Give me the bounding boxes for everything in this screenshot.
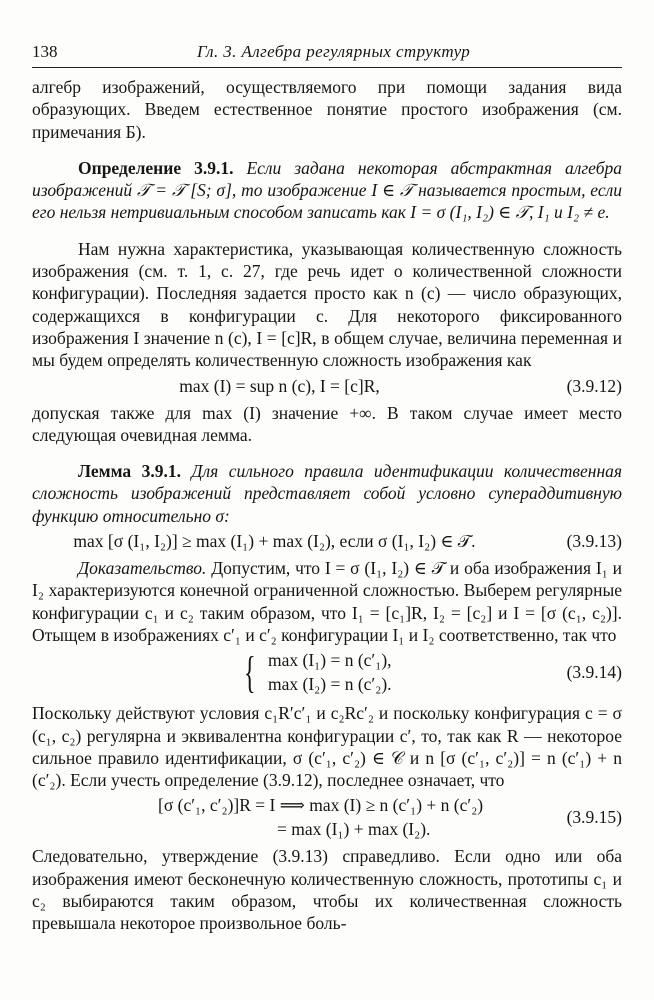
lemma-3-9-1: [32, 460, 622, 527]
paragraph-conclusion: Следовательно, утверждение (3.9.13) справедливо. Если одно или оба изображения имеют бесконечную количественную сложность, прототипы c₁ и c₂ выбираются таким образом, чтобы их количественная сложность превышала некоторое произвольное боль-: [32, 846, 622, 934]
header-rule: [32, 67, 622, 68]
equation-3-9-15: [32, 794, 622, 842]
definition-text: Если задана некоторая абстрактная алгебра изображений 𝒯 = 𝒯 [S; σ], то изображение I ∈ 𝒯 называется простым, если его нельзя нетривиальным способом записать как I = σ (I₁, I₂) ∈ 𝒯, I₁ и I₂ ≠ e.: [32, 157, 623, 223]
left-brace-icon: {: [244, 648, 256, 698]
page-header: [32, 40, 622, 66]
page-body: [32, 76, 622, 935]
page-number: 138: [32, 42, 58, 61]
paragraph-conditions: Поскольку действуют условия c₁R′c′₁ и c₂Rc′₂ и поскольку конфигурация c = σ (c₁, c₂) регулярна и эквивалентна конфигурации c′, то, так как R — некоторое сильное правило идентификации, σ (c′₁, c′₂) ∈ 𝒞 и n [σ (c′₁, c′₂)] = n (c′₁) + n (c′₂). Если учесть определение (3.9.12), последнее означает, что: [32, 703, 622, 791]
paragraph-complexity: Нам нужна характеристика, указывающая количественную сложность изображения (см. т. 1, с. 27, где речь идет о количественной сложности конфигурации). Последняя задается просто как n (c) — число образующих, содержащихся в конфигурации c. Для некоторого фиксированного изображения I значение n (c), I = [c]R, в общем случае, величина переменная и мы будем определять количественную сложность изображения как: [32, 238, 622, 371]
paragraph-lemma-lead: допуская также для max (I) значение +∞. В таком случае имеет место следующая очевидная лемма.: [32, 402, 622, 445]
definition-label: Определение 3.9.1.: [78, 157, 234, 178]
equation-number: (3.9.12): [566, 375, 622, 396]
equation-line-2: max (I₂) = n (c′₂).: [268, 674, 392, 695]
equation-line-2: = max (I₁) + max (I₂).: [277, 819, 431, 840]
lemma-label: Лемма 3.9.1.: [78, 461, 181, 482]
running-title: Гл. 3. Алгебра регулярных структур: [197, 42, 471, 61]
equation-number: (3.9.15): [566, 807, 622, 828]
equation-3-9-13: [32, 530, 622, 554]
equation-expr: max (I) = sup n (c), I = [c]R,: [179, 375, 380, 396]
proof-text: Допустим, что I = σ (I₁, I₂) ∈ 𝒯 и оба изображения I₁ и I₂ характеризуются конечной ограниченной сложностью. Выберем регулярные конфигурации c₁ и c₂ таким образом, что I₁ = [c₁]R, I₂ = [c₂] и I = [σ (c₁, c₂)]. Отыщем в изображениях c′₁ и c′₂ конфигурации I₁ и I₂ соответственно, так что: [32, 558, 622, 645]
equation-number: (3.9.13): [566, 531, 622, 552]
proof: [32, 557, 622, 646]
equation-3-9-14: [32, 649, 622, 699]
definition-3-9-1: [32, 157, 622, 224]
lemma-text: Для сильного правила идентификации количественная сложность изображений представляет собой условно супераддитивную функцию относительно σ:: [32, 461, 623, 526]
equation-number: (3.9.14): [566, 662, 622, 683]
equation-expr: max [σ (I₁, I₂)] ≥ max (I₁) + max (I₂), если σ (I₁, I₂) ∈ 𝒯.: [73, 531, 476, 552]
equation-line-1: max (I₁) = n (c′₁),: [268, 650, 392, 671]
paragraph-intro: алгебр изображений, осуществляемого при помощи задания вида образующих. Введем естественное понятие простого изображения (см. примечания Б).: [32, 77, 622, 142]
equation-3-9-12: [32, 375, 622, 399]
proof-label: Доказательство.: [78, 558, 207, 579]
equation-line-1: [σ (c′₁, c′₂)]R = I ⟹ max (I) ≥ n (c′₁) + n (c′₂): [158, 795, 484, 816]
